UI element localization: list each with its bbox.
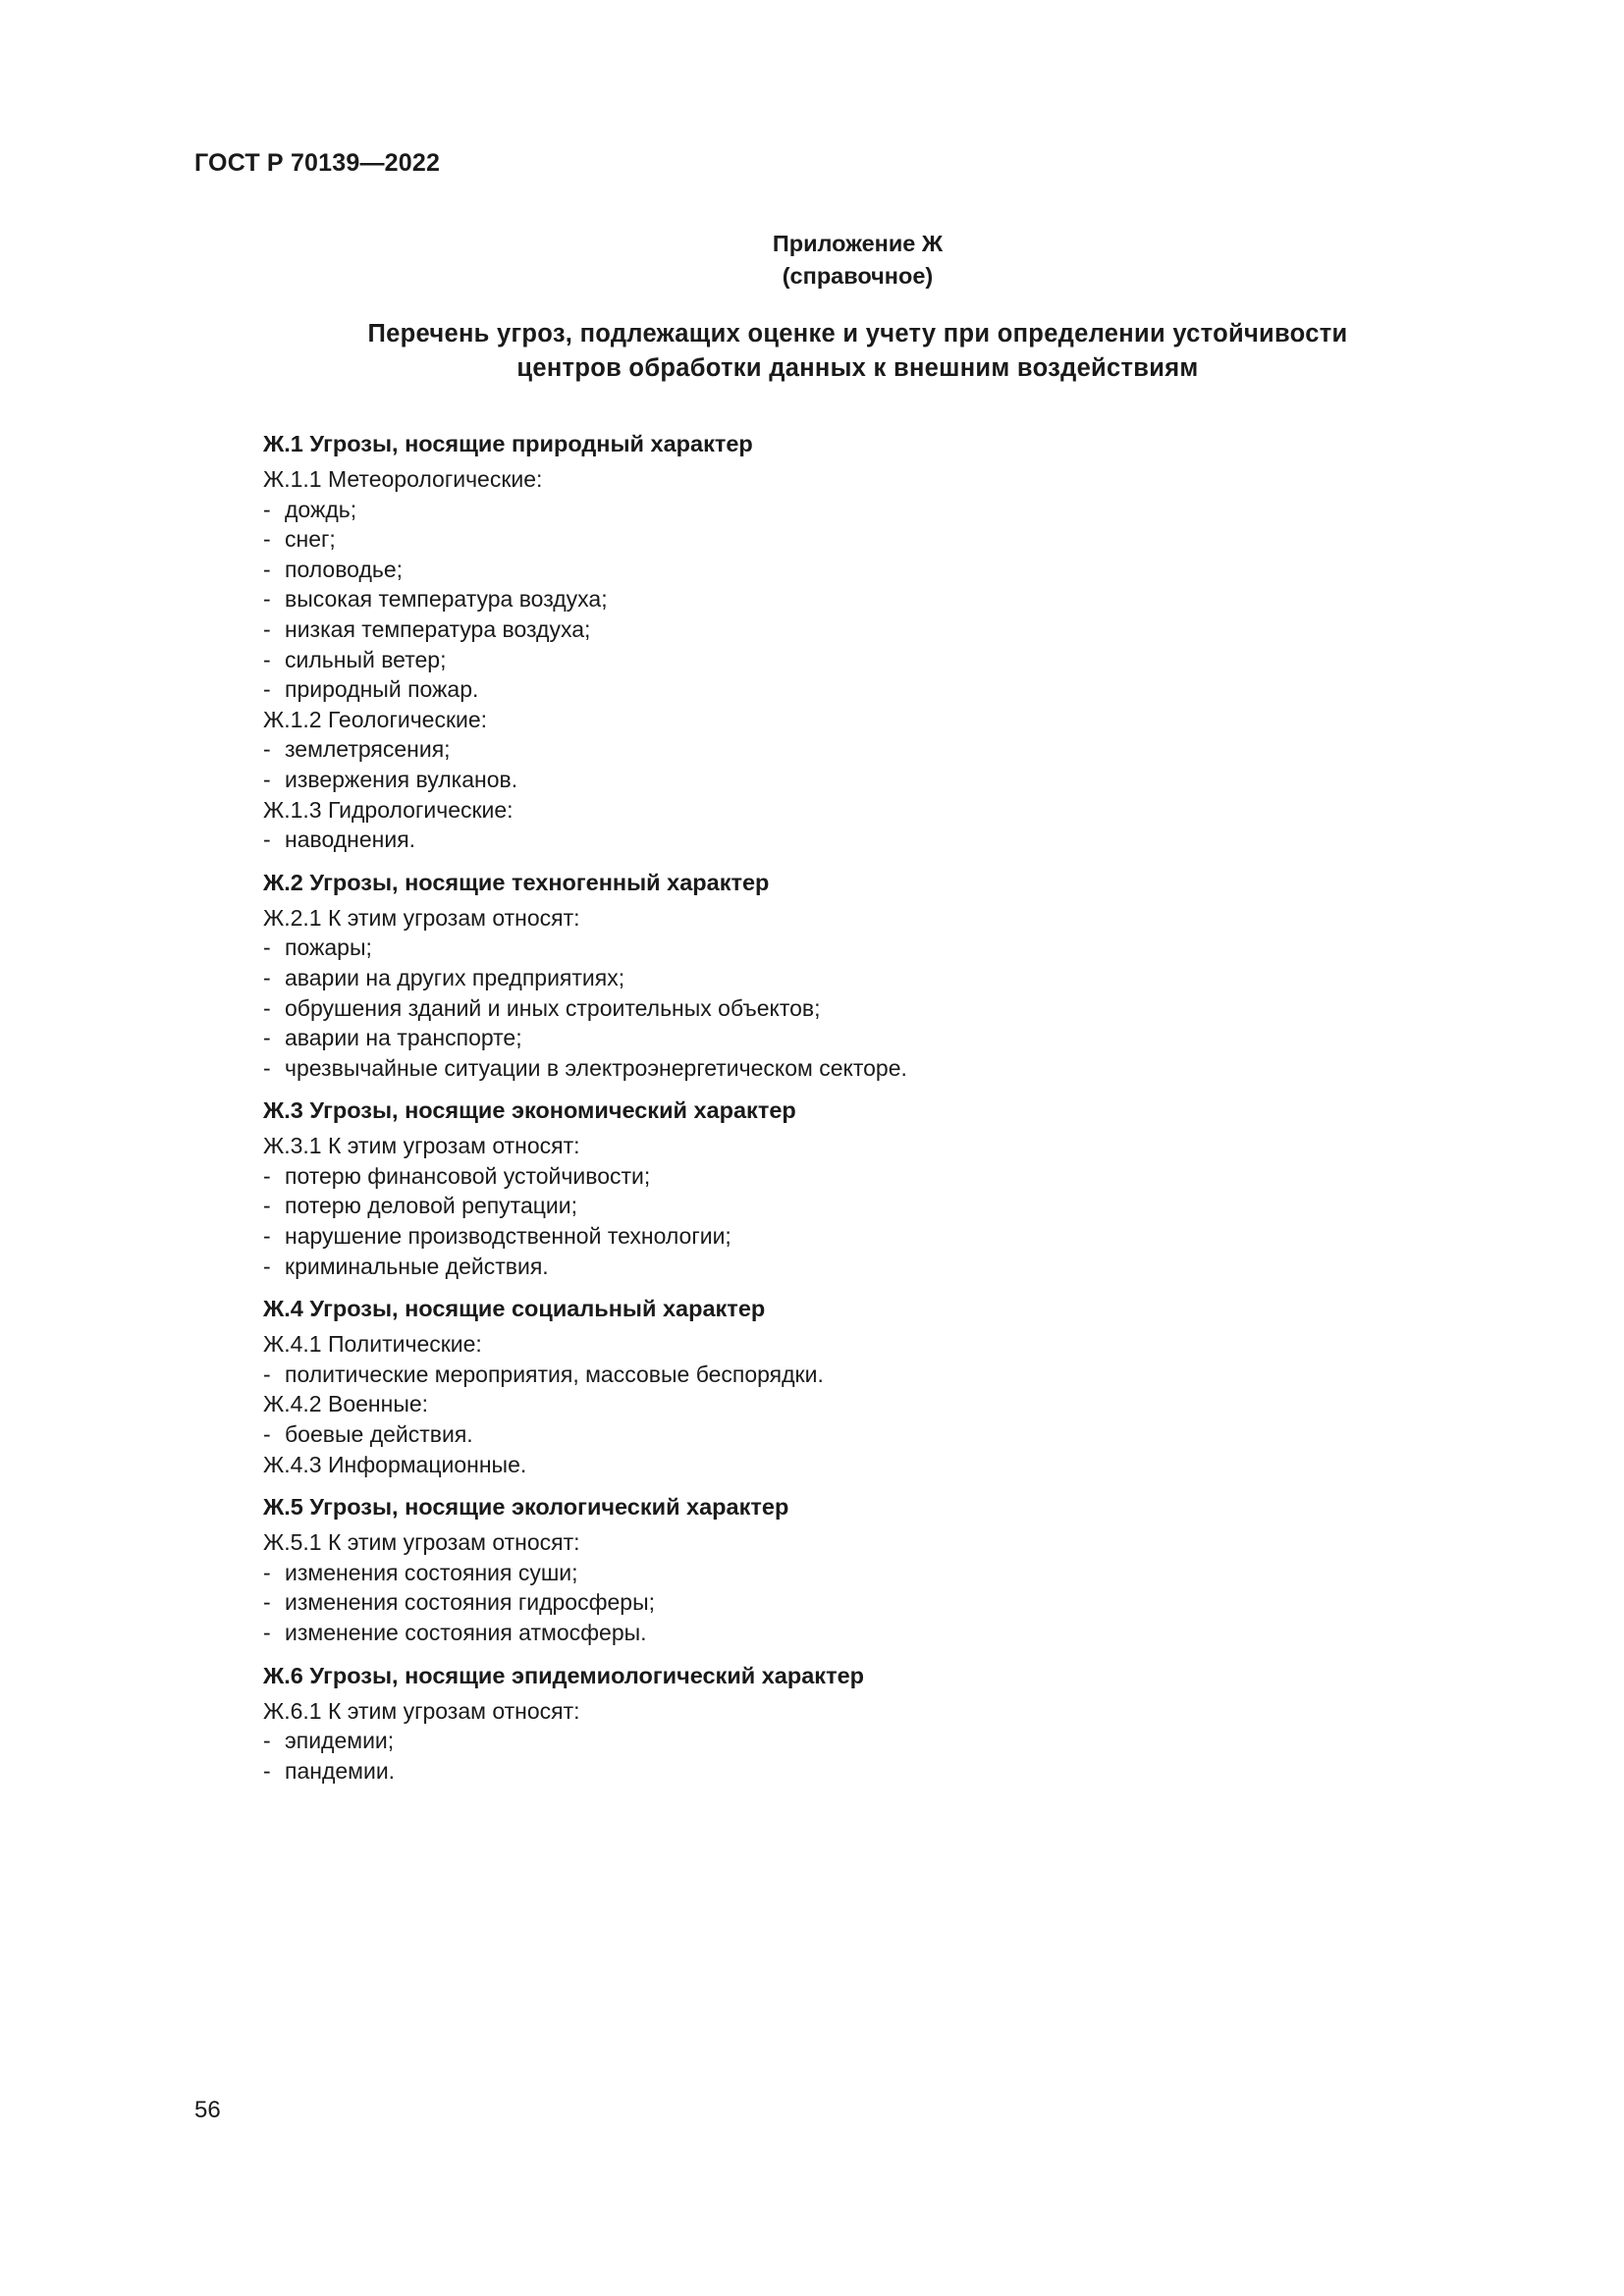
list-item — [263, 1726, 1461, 1756]
section-heading: Ж.3 Угрозы, носящие экономический характер — [263, 1097, 796, 1124]
list-item — [263, 1053, 1461, 1084]
section — [263, 1095, 1461, 1281]
threat-list-content — [263, 429, 1461, 1786]
list-item-text: аварии на транспорте; — [285, 1025, 522, 1051]
list-item — [263, 1360, 1461, 1390]
list-marker: - — [263, 526, 271, 553]
list-item — [263, 555, 1461, 585]
document-standard-header: ГОСТ Р 70139—2022 — [194, 149, 441, 177]
list-marker: - — [263, 646, 271, 672]
list-item-text: криминальные действия. — [285, 1253, 549, 1279]
list-marker: - — [263, 1193, 271, 1219]
list-item-text: аварии на других предприятиях; — [285, 964, 625, 990]
list-marker: - — [263, 676, 271, 703]
appendix-type: (справочное) — [782, 263, 934, 289]
list-item — [263, 1558, 1461, 1588]
list-item-text: пандемии. — [285, 1757, 396, 1784]
list-item — [263, 1618, 1461, 1648]
list-marker: - — [263, 496, 271, 522]
subsection-label: Ж.4.1 Политические: — [263, 1331, 482, 1358]
section-heading: Ж.2 Угрозы, носящие техногенный характер — [263, 869, 770, 895]
list-marker: - — [263, 766, 271, 792]
list-item — [263, 933, 1461, 963]
list-item-text: эпидемии; — [285, 1728, 395, 1754]
list-marker: - — [263, 556, 271, 582]
appendix-label: Приложение Ж — [772, 231, 944, 256]
list-item-text: чрезвычайные ситуации в электроэнергетическом секторе. — [285, 1054, 907, 1081]
subsection-label: Ж.1.3 Гидрологические: — [263, 796, 514, 823]
section — [263, 1492, 1461, 1647]
list-item — [263, 1161, 1461, 1192]
list-item-text: потерю деловой репутации; — [285, 1193, 578, 1219]
list-item-text: извержения вулканов. — [285, 766, 518, 792]
list-item — [263, 674, 1461, 705]
section-heading: Ж.5 Угрозы, носящие экологический характер — [263, 1494, 789, 1521]
list-marker: - — [263, 994, 271, 1021]
appendix-block — [0, 228, 1624, 293]
list-item — [263, 993, 1461, 1024]
list-item — [263, 825, 1461, 855]
list-item — [263, 645, 1461, 675]
list-item-text: изменения состояния гидросферы; — [285, 1589, 656, 1616]
list-marker: - — [263, 1253, 271, 1279]
list-item — [263, 1587, 1461, 1618]
list-marker: - — [263, 1728, 271, 1754]
subsection-label: Ж.6.1 К этим угрозам относят: — [263, 1697, 580, 1724]
list-marker: - — [263, 586, 271, 613]
list-marker: - — [263, 1025, 271, 1051]
list-item — [263, 1191, 1461, 1221]
list-item-text: землетрясения; — [285, 736, 451, 763]
list-marker: - — [263, 1223, 271, 1250]
list-marker: - — [263, 1589, 271, 1616]
subsection-label: Ж.1.1 Метеорологические: — [263, 466, 543, 492]
list-marker: - — [263, 827, 271, 853]
list-item-text: сильный ветер; — [285, 646, 447, 672]
list-item — [263, 1756, 1461, 1787]
list-item-text: обрушения зданий и иных строительных объектов; — [285, 994, 821, 1021]
list-item — [263, 495, 1461, 525]
subsection-label: Ж.5.1 К этим угрозам относят: — [263, 1529, 580, 1556]
list-item — [263, 1419, 1461, 1450]
list-item-text: изменение состояния атмосферы. — [285, 1620, 647, 1645]
list-item-text: боевые действия. — [285, 1421, 473, 1448]
section — [263, 1661, 1461, 1787]
list-marker: - — [263, 964, 271, 990]
section-heading: Ж.1 Угрозы, носящие природный характер — [263, 431, 753, 456]
section — [263, 429, 1461, 855]
list-item — [263, 1221, 1461, 1252]
list-marker: - — [263, 1162, 271, 1189]
section — [263, 868, 1461, 1084]
list-marker: - — [263, 1361, 271, 1387]
list-item-text: дождь; — [285, 496, 357, 522]
subsection-label: Ж.4.3 Информационные. — [263, 1451, 527, 1477]
section-heading: Ж.4 Угрозы, носящие социальный характер — [263, 1296, 766, 1322]
list-item-text: пожары; — [285, 934, 372, 961]
list-marker: - — [263, 934, 271, 961]
list-item-text: политические мероприятия, массовые беспорядки. — [285, 1361, 824, 1387]
list-item-text: природный пожар. — [285, 676, 479, 703]
page-title-line-1: Перечень угроз, подлежащих оценке и учету при определении устойчивости — [367, 320, 1348, 347]
list-item — [263, 614, 1461, 645]
list-item-text: изменения состояния суши; — [285, 1559, 578, 1585]
section — [263, 1294, 1461, 1479]
list-item — [263, 524, 1461, 555]
list-item-text: нарушение производственной технологии; — [285, 1223, 731, 1250]
list-marker: - — [263, 1559, 271, 1585]
subsection-label: Ж.2.1 К этим угрозам относят: — [263, 904, 580, 931]
subsection-label: Ж.4.2 Военные: — [263, 1391, 429, 1417]
list-item — [263, 1252, 1461, 1282]
list-item-text: наводнения. — [285, 827, 416, 853]
section-heading: Ж.6 Угрозы, носящие эпидемиологический характер — [263, 1662, 864, 1688]
subsection-label: Ж.1.2 Геологические: — [263, 706, 488, 732]
list-item-text: половодье; — [285, 556, 404, 582]
list-item-text: снег; — [285, 526, 336, 553]
list-marker: - — [263, 1620, 271, 1645]
list-item — [263, 765, 1461, 795]
list-item-text: низкая температура воздуха; — [285, 615, 591, 642]
subsection-label: Ж.3.1 К этим угрозам относят: — [263, 1133, 580, 1159]
list-item — [263, 584, 1461, 614]
page-number: 56 — [194, 2097, 221, 2123]
list-item-text: высокая температура воздуха; — [285, 586, 608, 613]
list-marker: - — [263, 1757, 271, 1784]
list-marker: - — [263, 615, 271, 642]
page-title-line-2: центров обработки данных к внешним воздействиям — [516, 354, 1199, 382]
list-marker: - — [263, 1421, 271, 1448]
page-title — [0, 317, 1624, 386]
list-item — [263, 1023, 1461, 1053]
list-item-text: потерю финансовой устойчивости; — [285, 1162, 651, 1189]
list-item — [263, 963, 1461, 993]
list-item — [263, 734, 1461, 765]
list-marker: - — [263, 1054, 271, 1081]
list-marker: - — [263, 736, 271, 763]
